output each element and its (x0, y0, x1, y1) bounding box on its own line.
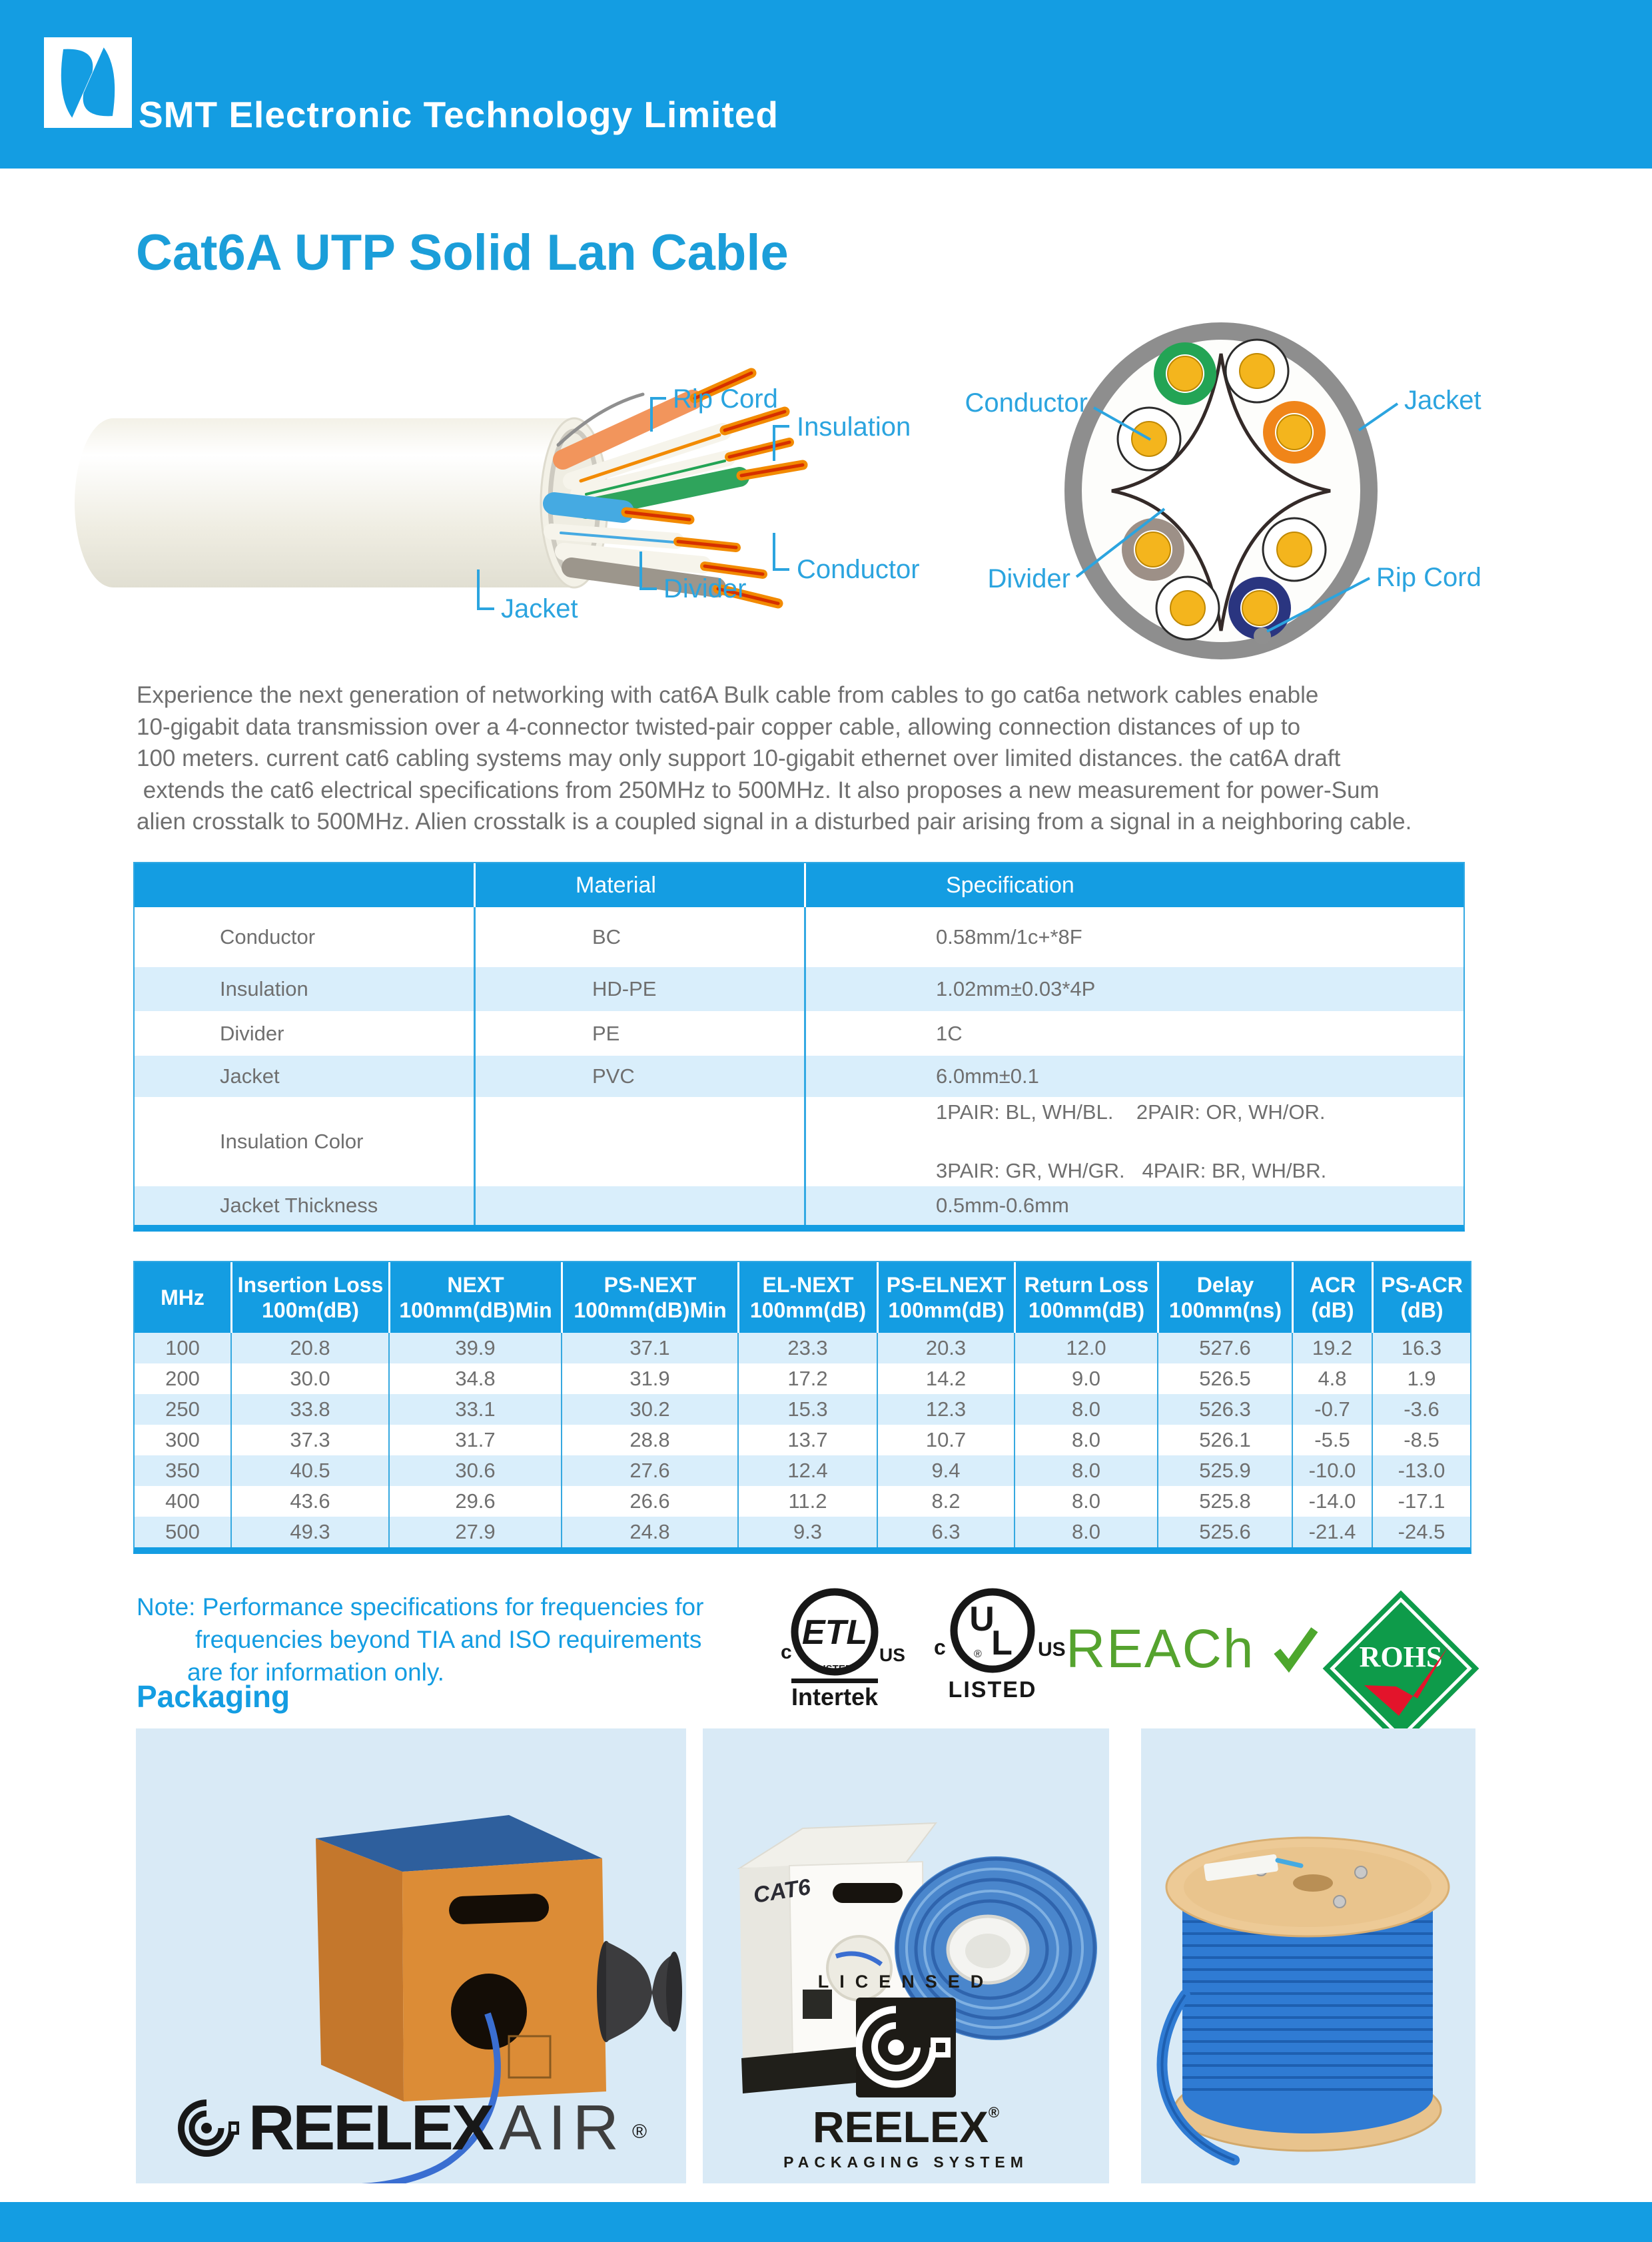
page-title: Cat6A UTP Solid Lan Cable (136, 224, 789, 281)
performance-header-cell: MHz (161, 1286, 205, 1309)
performance-cell: 12.0 (1014, 1333, 1157, 1363)
performance-cell: 8.0 (1014, 1517, 1157, 1547)
note-line: Note: Performance specifications for frequencies for (137, 1593, 704, 1621)
performance-cell: 20.8 (230, 1333, 388, 1363)
reelex-air-icon (175, 2095, 242, 2161)
reelex-licensed-text: LICENSED (817, 1972, 995, 1992)
performance-cell: 9.0 (1014, 1363, 1157, 1394)
materials-header-blank (135, 863, 474, 907)
cross-label-jacket: Jacket (1404, 386, 1481, 415)
etl-brand-text: Intertek (791, 1683, 879, 1710)
reelex-system-icon (856, 1998, 956, 2097)
ul-c-text: c (934, 1635, 946, 1659)
cat6-box-label: CAT6 (751, 1874, 813, 1908)
materials-cell-spec: 1.02mm±0.03*4P (804, 967, 1463, 1011)
performance-cell: 31.7 (388, 1425, 561, 1455)
description-line: extends the cat6 electrical specifications from 250MHz to 500MHz. It also proposes a new measurement for power-Sum (137, 777, 1380, 803)
packaging-panel-reel (1141, 1728, 1475, 2183)
materials-header-specification: Specification (804, 863, 1463, 907)
performance-cell: 16.3 (1372, 1333, 1470, 1363)
description-line: 10-gigabit data transmission over a 4-connector twisted-pair copper cable, allowing connection distances of up to (137, 713, 1301, 740)
performance-cell: -8.5 (1372, 1425, 1470, 1455)
materials-cell-item: Jacket Thickness (220, 1194, 378, 1217)
performance-cell: 8.0 (1014, 1425, 1157, 1455)
performance-cell: 525.8 (1157, 1486, 1292, 1517)
description-line: Experience the next generation of networking with cat6A Bulk cable from cables to go cat6a network cables enable (137, 682, 1319, 708)
performance-cell: 27.9 (388, 1517, 561, 1547)
performance-cell: 100 (165, 1336, 200, 1359)
performance-header-cell: PS-ACR (dB) (1372, 1262, 1470, 1333)
etl-listed-text: LISTED (817, 1663, 853, 1675)
description-line: 100 meters. current cat6 cabling systems may only support 10-gigabit ethernet over limited distances. the cat6A draft (137, 745, 1341, 771)
materials-table-row (135, 1186, 1463, 1225)
performance-cell: 40.5 (230, 1455, 388, 1486)
performance-cell: 37.3 (230, 1425, 388, 1455)
ul-l-text: L (991, 1624, 1013, 1663)
rohs-logo (1318, 1585, 1484, 1752)
side-label-jacket: Jacket (501, 594, 578, 623)
materials-cell-spec: 0.58mm/1c+*8F (804, 907, 1463, 967)
materials-table-row (135, 1097, 1463, 1186)
materials-cell-material: PE (474, 1011, 804, 1056)
performance-cell: 8.0 (1014, 1486, 1157, 1517)
performance-cell: 27.6 (561, 1455, 737, 1486)
performance-cell: 11.2 (737, 1486, 877, 1517)
materials-cell-spec: 6.0mm±0.1 (804, 1056, 1463, 1097)
performance-cell: 250 (165, 1397, 200, 1421)
cross-label-divider: Divider (987, 564, 1070, 593)
ul-us-text: US (1038, 1639, 1066, 1661)
performance-cell: 526.3 (1157, 1394, 1292, 1425)
performance-cell: 8.2 (877, 1486, 1014, 1517)
materials-table-row (135, 1056, 1463, 1097)
performance-cell: -3.6 (1372, 1394, 1470, 1425)
performance-cell: 526.5 (1157, 1363, 1292, 1394)
reelex-system-reg: ® (988, 2104, 1000, 2121)
ul-u-text: U (969, 1600, 995, 1639)
performance-table-row (135, 1333, 1470, 1363)
description-line: alien crosstalk to 500MHz. Alien crosstalk is a coupled signal in a disturbed pair arising from a signal in a neighboring cable. (137, 809, 1412, 835)
performance-cell: 24.8 (561, 1517, 737, 1547)
performance-cell: 12.3 (877, 1394, 1014, 1425)
packaging-panel-reelex-box (136, 1728, 686, 2183)
performance-table-row (135, 1394, 1470, 1425)
materials-cell-material: PVC (474, 1056, 804, 1097)
performance-cell: 19.2 (1292, 1333, 1372, 1363)
description-paragraph (137, 679, 1495, 838)
company-name: SMT Electronic Technology Limited (139, 94, 779, 135)
etl-us-text: US (879, 1645, 905, 1665)
materials-table-header (135, 863, 1463, 907)
performance-table-row (135, 1486, 1470, 1517)
performance-table-row (135, 1455, 1470, 1486)
performance-cell: 31.9 (561, 1363, 737, 1394)
performance-cell: 43.6 (230, 1486, 388, 1517)
performance-cell: 1.9 (1372, 1363, 1470, 1394)
materials-cell-spec: 1C (804, 1011, 1463, 1056)
side-label-conductor: Conductor (797, 555, 920, 584)
cable-cross-section (965, 331, 1481, 651)
reelex-air-brand: REELEX (248, 2092, 492, 2163)
materials-table-row (135, 1011, 1463, 1056)
materials-cell-item: Conductor (220, 925, 316, 948)
performance-cell: -13.0 (1372, 1455, 1470, 1486)
materials-table-row (135, 907, 1463, 967)
performance-cell: 28.8 (561, 1425, 737, 1455)
performance-cell: 15.3 (737, 1394, 877, 1425)
materials-cell-material (474, 1186, 804, 1225)
cross-label-conductor: Conductor (965, 388, 1088, 418)
performance-table-row (135, 1517, 1470, 1547)
performance-cell: 9.3 (737, 1517, 877, 1547)
performance-header-cell: Delay 100mm(ns) (1157, 1262, 1292, 1333)
company-logo-icon (44, 37, 132, 128)
performance-cell: -24.5 (1372, 1517, 1470, 1547)
performance-cell: -14.0 (1292, 1486, 1372, 1517)
performance-cell: 12.4 (737, 1455, 877, 1486)
performance-table-rows (135, 1333, 1470, 1547)
performance-cell: 30.2 (561, 1394, 737, 1425)
reelex-air-logo (136, 2091, 686, 2165)
performance-cell: 527.6 (1157, 1333, 1292, 1363)
performance-cell: 526.1 (1157, 1425, 1292, 1455)
performance-cell: 37.1 (561, 1333, 737, 1363)
performance-cell: 525.6 (1157, 1517, 1292, 1547)
performance-cell: 33.1 (388, 1394, 561, 1425)
performance-table-row (135, 1363, 1470, 1394)
side-label-rip-cord: Rip Cord (673, 384, 778, 414)
materials-cell-material (474, 1097, 804, 1186)
materials-cell-item: Insulation Color (220, 1130, 364, 1153)
performance-cell: 4.8 (1292, 1363, 1372, 1394)
ul-reg-text: ® (974, 1649, 982, 1660)
ul-listed-text: LISTED (948, 1677, 1037, 1702)
cable-diagrams (0, 313, 1652, 699)
performance-cell: 23.3 (737, 1333, 877, 1363)
performance-cell: -5.5 (1292, 1425, 1372, 1455)
performance-header-cell: EL-NEXT 100mm(dB) (737, 1262, 877, 1333)
performance-header-cell: Insertion Loss 100m(dB) (230, 1262, 388, 1333)
materials-header-material: Material (474, 863, 804, 907)
materials-cell-item: Jacket (220, 1064, 280, 1088)
reelex-air-reg: ® (632, 2121, 647, 2143)
performance-cell: 8.0 (1014, 1394, 1157, 1425)
cable-side-view (75, 373, 920, 623)
footer-band (0, 2202, 1652, 2242)
reelex-packaging-logo (703, 1972, 1109, 2171)
materials-table (133, 862, 1465, 1232)
performance-cell: -17.1 (1372, 1486, 1470, 1517)
performance-header-cell: NEXT 100mm(dB)Min (388, 1262, 561, 1333)
performance-cell: 30.0 (230, 1363, 388, 1394)
performance-table-header (135, 1262, 1470, 1333)
performance-cell: 500 (165, 1520, 200, 1543)
performance-header-cell: ACR (dB) (1292, 1262, 1372, 1333)
materials-cell-material: BC (474, 907, 804, 967)
performance-header-cell: PS-ELNEXT 100mm(dB) (877, 1262, 1014, 1333)
materials-cell-item: Divider (220, 1021, 284, 1045)
cross-label-rip-cord: Rip Cord (1376, 563, 1481, 592)
reelex-system-tagline: PACKAGING SYSTEM (783, 2153, 1029, 2171)
reach-logo (1066, 1609, 1319, 1689)
performance-cell: 400 (165, 1489, 200, 1513)
materials-cell-material: HD-PE (474, 967, 804, 1011)
performance-cell: 34.8 (388, 1363, 561, 1394)
etl-intertek-logo (771, 1584, 911, 1710)
performance-cell: 26.6 (561, 1486, 737, 1517)
performance-cell: 9.4 (877, 1455, 1014, 1486)
performance-cell: 29.6 (388, 1486, 561, 1517)
side-label-insulation: Insulation (797, 412, 911, 442)
reach-check-icon (1273, 1613, 1319, 1686)
performance-cell: 525.9 (1157, 1455, 1292, 1486)
performance-cell: -10.0 (1292, 1455, 1372, 1486)
performance-table (133, 1261, 1471, 1554)
performance-cell: 350 (165, 1459, 200, 1482)
reach-text: REACh (1066, 1619, 1255, 1679)
performance-cell: 6.3 (877, 1517, 1014, 1547)
note-text (137, 1591, 703, 1688)
header-band (0, 0, 1652, 169)
materials-cell-item: Insulation (220, 977, 308, 1000)
performance-cell: 49.3 (230, 1517, 388, 1547)
packaging-panel-box-coil (703, 1728, 1109, 2183)
reelex-air-suffix: AIR (498, 2092, 625, 2163)
note-line: are for information only. (187, 1659, 444, 1686)
note-line: frequencies beyond TIA and ISO requirements (195, 1626, 702, 1653)
cable-reel-illustration (1141, 1728, 1475, 2183)
performance-cell: 8.0 (1014, 1455, 1157, 1486)
materials-table-rows (135, 907, 1463, 1225)
performance-cell: 33.8 (230, 1394, 388, 1425)
etl-c-text: c (781, 1641, 792, 1663)
performance-cell: 20.3 (877, 1333, 1014, 1363)
performance-cell: 39.9 (388, 1333, 561, 1363)
performance-table-row (135, 1425, 1470, 1455)
performance-cell: 200 (165, 1367, 200, 1390)
etl-mark-text: ETL (801, 1613, 868, 1652)
performance-cell: -0.7 (1292, 1394, 1372, 1425)
performance-header-cell: PS-NEXT 100mm(dB)Min (561, 1262, 737, 1333)
side-label-divider: Divider (663, 574, 747, 603)
performance-cell: -21.4 (1292, 1517, 1372, 1547)
ul-listed-logo (926, 1587, 1072, 1706)
performance-cell: 300 (165, 1428, 200, 1451)
performance-header-cell: Return Loss 100mm(dB) (1014, 1262, 1157, 1333)
performance-cell: 17.2 (737, 1363, 877, 1394)
materials-cell-spec: 1PAIR: BL, WH/BL. 2PAIR: OR, WH/OR. 3PAIR: GR, WH/GR. 4PAIR: BR, WH/BR. (804, 1097, 1463, 1186)
packaging-heading: Packaging (137, 1679, 290, 1714)
performance-cell: 10.7 (877, 1425, 1014, 1455)
materials-table-row (135, 967, 1463, 1011)
performance-cell: 13.7 (737, 1425, 877, 1455)
rohs-text: ROHS (1359, 1641, 1443, 1673)
reelex-system-brand: REELEX (812, 2102, 989, 2151)
materials-cell-spec: 0.5mm-0.6mm (804, 1186, 1463, 1225)
performance-cell: 30.6 (388, 1455, 561, 1486)
performance-cell: 14.2 (877, 1363, 1014, 1394)
